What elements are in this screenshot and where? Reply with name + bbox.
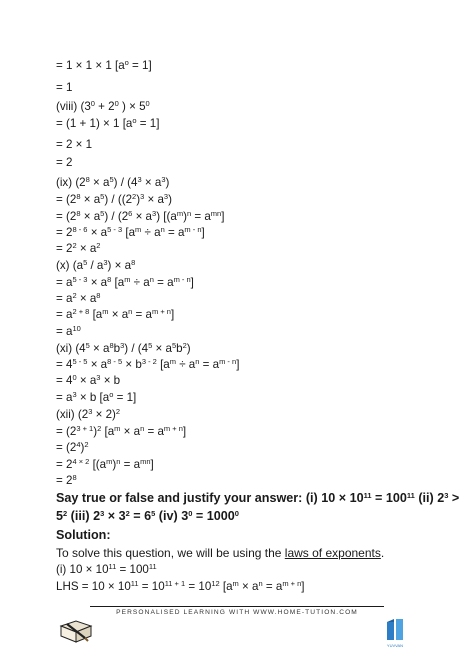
text-segment: ] bbox=[236, 358, 240, 371]
superscript: 3 + 1 bbox=[76, 424, 94, 433]
text-segment: = a bbox=[153, 276, 174, 289]
superscript: 3 bbox=[163, 192, 169, 201]
math-line bbox=[56, 458, 154, 472]
text-segment: [a bbox=[89, 308, 103, 321]
math-line bbox=[56, 391, 136, 405]
superscript: o bbox=[124, 58, 129, 67]
text-segment: > bbox=[448, 491, 460, 505]
text-segment: b bbox=[113, 342, 121, 355]
superscript: 3 bbox=[120, 341, 125, 350]
superscript: 10 bbox=[72, 324, 81, 333]
text-segment: LHS = 10 × 10 bbox=[56, 580, 131, 593]
superscript: n bbox=[160, 225, 165, 234]
superscript: 5 bbox=[109, 175, 114, 184]
text-segment: ) / ((2 bbox=[104, 193, 133, 206]
superscript: 3 bbox=[100, 509, 105, 518]
text-segment: = a bbox=[144, 425, 164, 438]
text-segment: (ix) (2 bbox=[56, 176, 86, 189]
math-line bbox=[56, 138, 92, 152]
text-segment: ÷ a bbox=[175, 358, 196, 371]
superscript: 2 bbox=[125, 509, 130, 518]
text-segment: ] bbox=[221, 210, 225, 223]
text-segment: = (2 bbox=[56, 193, 77, 206]
superscript: 3 bbox=[140, 192, 145, 201]
text-segment: × b bbox=[122, 358, 142, 371]
text-segment: = 2 bbox=[56, 226, 73, 239]
text-segment: = (2 bbox=[56, 425, 77, 438]
superscript: 2 bbox=[72, 241, 77, 250]
footer-text: PERSONALISED LEARNING WITH WWW.HOME-TUTION.COM bbox=[116, 609, 358, 616]
text-segment: [a bbox=[122, 226, 136, 239]
superscript: n bbox=[128, 307, 133, 316]
math-line bbox=[56, 358, 239, 372]
superscript: 8 bbox=[76, 209, 81, 218]
text-segment: + 2 bbox=[94, 100, 115, 113]
math-line bbox=[56, 580, 305, 594]
superscript: 5 bbox=[83, 258, 88, 267]
superscript: 8 bbox=[85, 175, 90, 184]
text-segment: = 2 bbox=[56, 458, 73, 471]
text-segment: × a bbox=[76, 374, 97, 387]
superscript: m + n bbox=[152, 307, 171, 316]
superscript: 5 - 5 bbox=[72, 357, 88, 366]
superscript: 11 bbox=[108, 562, 117, 571]
brand-logo-icon bbox=[384, 616, 406, 644]
text-segment: (iv) 3 bbox=[155, 509, 189, 523]
footer-divider bbox=[90, 606, 384, 607]
superscript: m bbox=[124, 275, 131, 284]
superscript: 8 bbox=[107, 275, 112, 284]
text-segment: Say true or false and justify your answer: (i) 10 × 10 bbox=[56, 491, 364, 505]
text-segment: . bbox=[380, 546, 385, 560]
superscript: 8 bbox=[131, 258, 136, 267]
text-segment: ) / (4 bbox=[113, 176, 138, 189]
superscript: 5 bbox=[171, 341, 177, 350]
superscript: m + n bbox=[163, 424, 183, 433]
text-segment: = a bbox=[132, 308, 152, 321]
text-segment: (viii) (3 bbox=[56, 100, 91, 113]
math-line bbox=[56, 81, 72, 95]
superscript: m bbox=[135, 225, 142, 234]
text-segment: = (2 bbox=[56, 210, 77, 223]
superscript: 5 - 3 bbox=[72, 275, 88, 284]
text-segment: ) bbox=[165, 176, 170, 189]
superscript: 3 bbox=[88, 407, 93, 416]
math-line bbox=[56, 242, 100, 256]
superscript: 8 bbox=[76, 192, 81, 201]
text-segment: ) bbox=[168, 193, 172, 206]
superscript: m bbox=[169, 357, 176, 366]
text-segment: ) bbox=[112, 458, 117, 471]
text-segment: = 6 bbox=[129, 509, 152, 523]
superscript: 3 bbox=[103, 258, 108, 267]
superscript: m bbox=[176, 209, 184, 218]
math-line bbox=[56, 176, 169, 190]
superscript: 2 bbox=[115, 407, 121, 416]
text-segment: = a bbox=[199, 358, 220, 371]
text-segment: × a bbox=[80, 193, 101, 206]
superscript: 3 bbox=[444, 491, 449, 500]
text-segment: = 10 bbox=[185, 580, 212, 593]
text-segment: (x) (a bbox=[56, 259, 84, 272]
text-segment: ] bbox=[301, 580, 305, 593]
superscript: n bbox=[195, 357, 200, 366]
superscript: m + n bbox=[282, 579, 302, 588]
text-segment: = 1] bbox=[113, 391, 137, 404]
math-line bbox=[56, 563, 157, 577]
superscript: o bbox=[132, 116, 137, 125]
text-segment: ] bbox=[150, 458, 154, 471]
math-line bbox=[56, 210, 224, 224]
superscript: 0 bbox=[234, 509, 239, 518]
superscript: n bbox=[258, 579, 263, 588]
text-segment: = 4 bbox=[56, 374, 73, 387]
text-segment: × a bbox=[132, 210, 153, 223]
text-segment: × b [a bbox=[76, 391, 110, 404]
text-segment: (xi) (4 bbox=[56, 342, 86, 355]
superscript: m bbox=[106, 457, 113, 466]
text-segment: = 2 bbox=[56, 474, 73, 487]
text-segment: ) bbox=[136, 193, 141, 206]
text-segment: = 1 bbox=[56, 81, 73, 94]
text-segment: ] bbox=[201, 226, 205, 239]
superscript: m - n bbox=[184, 225, 202, 234]
text-segment: × a bbox=[87, 276, 108, 289]
text-segment: ) / (4 bbox=[124, 342, 149, 355]
text-segment: = 2 bbox=[56, 156, 73, 169]
text-segment: × a bbox=[87, 358, 108, 371]
text-segment: × a bbox=[89, 342, 110, 355]
superscript: mn bbox=[140, 457, 151, 466]
superscript: 5 bbox=[85, 341, 90, 350]
superscript: 5 - 3 bbox=[107, 225, 123, 234]
superscript: 2 bbox=[84, 440, 89, 449]
text-segment: = a bbox=[191, 210, 211, 223]
text-segment: (iii) 2 bbox=[67, 509, 101, 523]
math-line bbox=[56, 276, 194, 290]
superscript: 0 bbox=[145, 99, 150, 108]
text-segment: ÷ a bbox=[141, 226, 161, 239]
text-segment: ) bbox=[80, 441, 85, 454]
superscript: 5 bbox=[151, 509, 156, 518]
superscript: m - n bbox=[219, 357, 237, 366]
text-segment: × a bbox=[108, 308, 129, 321]
math-line bbox=[56, 325, 81, 339]
superscript: 11 bbox=[363, 491, 372, 500]
superscript: 8 - 5 bbox=[107, 357, 123, 366]
text-segment: / a bbox=[87, 259, 104, 272]
text-segment: Solution: bbox=[56, 528, 111, 542]
text-segment: = a bbox=[262, 580, 283, 593]
superscript: 0 bbox=[188, 509, 193, 518]
superscript: 5 bbox=[148, 341, 153, 350]
text-segment: = (2 bbox=[56, 441, 77, 454]
text-segment: × a bbox=[76, 292, 97, 305]
superscript: 12 bbox=[211, 579, 220, 588]
text-segment: = a bbox=[56, 308, 73, 321]
superscript: 11 bbox=[148, 562, 157, 571]
math-line bbox=[56, 408, 120, 422]
text-segment: ÷ a bbox=[130, 276, 150, 289]
superscript: 2 bbox=[182, 341, 187, 350]
superscript: 3 bbox=[152, 209, 157, 218]
solution-label bbox=[56, 528, 111, 542]
text-segment: × a bbox=[152, 342, 172, 355]
math-line bbox=[56, 374, 120, 388]
superscript: 0 bbox=[114, 99, 119, 108]
superscript: 3 bbox=[161, 175, 166, 184]
text-segment: × a bbox=[89, 176, 110, 189]
pencil-book-logo-icon bbox=[58, 618, 94, 644]
superscript: 4 × 2 bbox=[72, 457, 90, 466]
text-segment: ) / (2 bbox=[104, 210, 129, 223]
superscript: 2 bbox=[63, 509, 68, 518]
text-segment: [a bbox=[156, 358, 170, 371]
math-line bbox=[56, 100, 150, 114]
text-segment: = a bbox=[56, 276, 73, 289]
superscript: m bbox=[102, 307, 109, 316]
math-line bbox=[56, 59, 152, 73]
superscript: 2 bbox=[96, 241, 101, 250]
text-segment: = 1000 bbox=[192, 509, 235, 523]
math-line bbox=[56, 226, 205, 240]
superscript: 6 bbox=[128, 209, 133, 218]
solution-intro bbox=[56, 546, 384, 560]
math-line bbox=[56, 474, 77, 488]
text-segment: × a bbox=[238, 580, 259, 593]
math-line bbox=[56, 308, 174, 322]
question-heading bbox=[56, 509, 239, 523]
text-segment: × a bbox=[87, 226, 108, 239]
text-segment: [(a bbox=[89, 458, 107, 471]
text-segment: = 4 bbox=[56, 358, 73, 371]
text-segment: = 10 bbox=[138, 580, 165, 593]
text-segment: ) × a bbox=[107, 259, 132, 272]
text-segment: = a bbox=[56, 292, 73, 305]
math-line bbox=[56, 441, 89, 455]
text-segment: = 100 bbox=[371, 491, 407, 505]
text-segment: × 3 bbox=[104, 509, 126, 523]
superscript: m bbox=[232, 579, 239, 588]
text-segment: ] bbox=[182, 425, 187, 438]
superscript: 11 bbox=[130, 579, 139, 588]
superscript: 5 bbox=[100, 192, 105, 201]
text-segment: × 2) bbox=[92, 408, 116, 421]
math-line bbox=[56, 425, 186, 439]
superscript: 3 bbox=[96, 373, 101, 382]
math-line bbox=[56, 156, 72, 170]
text-segment: (xii) (2 bbox=[56, 408, 89, 421]
superscript: m bbox=[114, 424, 121, 433]
superscript: 3 bbox=[72, 390, 77, 399]
question-heading bbox=[56, 491, 459, 505]
math-line bbox=[56, 193, 172, 207]
superscript: 5 bbox=[100, 209, 105, 218]
text-segment: [a bbox=[101, 425, 115, 438]
math-line bbox=[56, 292, 100, 306]
text-segment: = 2 × 1 bbox=[56, 138, 93, 151]
text-segment: = a bbox=[56, 391, 73, 404]
superscript: 0 bbox=[90, 99, 95, 108]
text-segment: ) bbox=[93, 425, 98, 438]
superscript: 3 bbox=[137, 175, 142, 184]
superscript: n bbox=[149, 275, 154, 284]
text-segment: ] bbox=[190, 276, 194, 289]
text-segment: 5 bbox=[56, 509, 64, 523]
superscript: n bbox=[116, 457, 121, 466]
superscript: 8 bbox=[72, 473, 77, 482]
text-segment: ) bbox=[183, 210, 187, 223]
brand-logo-text: YUVVAN bbox=[386, 643, 404, 648]
text-segment: = a bbox=[120, 458, 141, 471]
superscript: mn bbox=[210, 209, 222, 218]
superscript: 2 bbox=[72, 291, 77, 300]
text-segment: × a bbox=[80, 210, 101, 223]
text-segment: ) [(a bbox=[156, 210, 177, 223]
text-segment: = 1 × 1 × 1 [a bbox=[56, 59, 125, 72]
link-text[interactable]: laws of exponents bbox=[284, 546, 381, 560]
superscript: 8 bbox=[109, 341, 114, 350]
text-segment: × a bbox=[76, 242, 97, 255]
superscript: 11 + 1 bbox=[164, 579, 186, 588]
text-segment: × a bbox=[141, 176, 162, 189]
superscript: 0 bbox=[72, 373, 77, 382]
superscript: m - n bbox=[173, 275, 191, 284]
text-segment: (i) 10 × 10 bbox=[56, 563, 109, 576]
text-segment: = (1 + 1) × 1 [a bbox=[56, 117, 133, 130]
text-segment: = a bbox=[164, 226, 185, 239]
text-segment: (ii) 2 bbox=[414, 491, 445, 505]
text-segment: = a bbox=[56, 325, 73, 338]
math-line bbox=[56, 259, 135, 273]
superscript: 11 bbox=[406, 491, 415, 500]
superscript: 2 + 8 bbox=[72, 307, 90, 316]
text-segment: [a bbox=[219, 580, 233, 593]
text-segment: = 1] bbox=[136, 117, 160, 130]
superscript: o bbox=[109, 390, 114, 399]
text-segment: = 1] bbox=[128, 59, 152, 72]
superscript: n bbox=[186, 209, 192, 218]
text-segment: b bbox=[176, 342, 183, 355]
text-segment: × b bbox=[100, 374, 121, 387]
text-segment: [a bbox=[111, 276, 125, 289]
superscript: 4 bbox=[76, 440, 81, 449]
superscript: 2 bbox=[97, 424, 102, 433]
text-segment: × a bbox=[144, 193, 164, 206]
superscript: 8 - 6 bbox=[72, 225, 88, 234]
text-segment: × a bbox=[120, 425, 141, 438]
superscript: 3 - 2 bbox=[141, 357, 157, 366]
text-segment: = 100 bbox=[116, 563, 149, 576]
text-segment: ) bbox=[186, 342, 191, 355]
text-segment: = 2 bbox=[56, 242, 73, 255]
math-line bbox=[56, 117, 159, 131]
superscript: 2 bbox=[132, 192, 137, 201]
text-segment: To solve this question, we will be using the bbox=[56, 546, 285, 560]
math-line bbox=[56, 342, 191, 356]
text-segment: ] bbox=[170, 308, 175, 321]
superscript: 8 bbox=[96, 291, 101, 300]
superscript: n bbox=[140, 424, 145, 433]
text-segment: ) × 5 bbox=[118, 100, 146, 113]
